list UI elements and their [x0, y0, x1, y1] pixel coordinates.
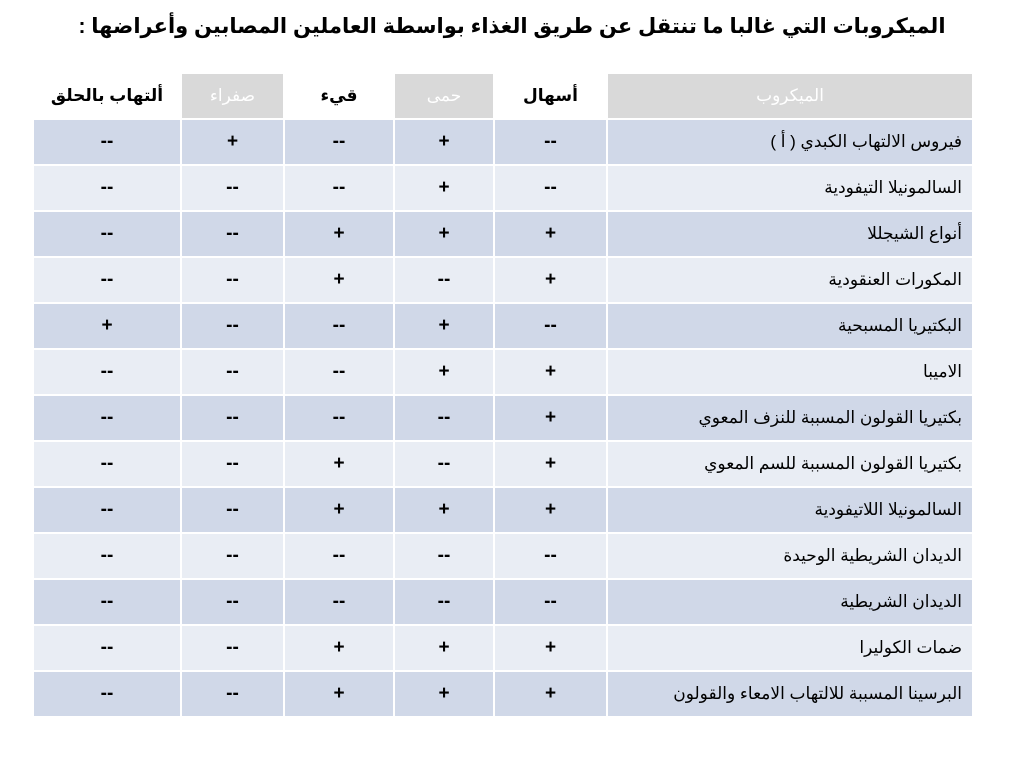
- symptom-cell-diarrhea: +: [495, 258, 606, 302]
- symptom-cell-vomiting: --: [285, 396, 393, 440]
- symptom-cell-fever: --: [395, 580, 493, 624]
- table-row: [34, 350, 972, 394]
- table-header-row: [34, 74, 972, 118]
- table-row: [34, 672, 972, 716]
- symptom-cell-diarrhea: +: [495, 442, 606, 486]
- microbe-name-cell: البكتيريا المسبحية: [608, 304, 972, 348]
- symptom-cell-diarrhea: +: [495, 396, 606, 440]
- header-diarrhea: أسهال: [523, 86, 578, 105]
- symptom-cell-diarrhea: --: [495, 534, 606, 578]
- symptom-cell-vomiting: +: [285, 672, 393, 716]
- symptom-cell-vomiting: +: [285, 626, 393, 670]
- table-row: [34, 212, 972, 256]
- header-microbe: الميكروب: [608, 74, 972, 118]
- symptom-cell-jaundice: --: [182, 396, 283, 440]
- symptom-cell-jaundice: --: [182, 350, 283, 394]
- symptom-cell-sore-throat: --: [34, 166, 180, 210]
- table-row: [34, 258, 972, 302]
- symptom-cell-jaundice: --: [182, 166, 283, 210]
- symptom-cell-fever: +: [395, 350, 493, 394]
- symptom-cell-jaundice: --: [182, 258, 283, 302]
- symptom-cell-jaundice: --: [182, 488, 283, 532]
- symptom-cell-fever: +: [395, 626, 493, 670]
- symptom-cell-fever: --: [395, 442, 493, 486]
- microbe-name-cell: ضمات الكوليرا: [608, 626, 972, 670]
- symptom-cell-vomiting: --: [285, 350, 393, 394]
- microbe-name-cell: البرسينا المسببة للالتهاب الامعاء والقولون: [608, 672, 972, 716]
- symptom-cell-sore-throat: --: [34, 580, 180, 624]
- symptom-cell-jaundice: --: [182, 304, 283, 348]
- symptom-cell-vomiting: +: [285, 258, 393, 302]
- symptoms-table: [32, 72, 974, 718]
- table-row: [34, 488, 972, 532]
- header-jaundice: صفراء: [182, 74, 283, 118]
- microbe-name-cell: الديدان الشريطية الوحيدة: [608, 534, 972, 578]
- symptom-cell-sore-throat: --: [34, 488, 180, 532]
- symptom-cell-fever: +: [395, 304, 493, 348]
- symptom-cell-fever: +: [395, 120, 493, 164]
- microbe-name-cell: السالمونيلا التيفودية: [608, 166, 972, 210]
- header-sore-throat: ألتهاب بالحلق: [50, 86, 164, 105]
- symptom-cell-sore-throat: --: [34, 626, 180, 670]
- table-row: [34, 396, 972, 440]
- symptom-cell-jaundice: --: [182, 442, 283, 486]
- symptom-cell-vomiting: +: [285, 212, 393, 256]
- symptom-cell-diarrhea: --: [495, 304, 606, 348]
- header-fever: حمى: [395, 74, 493, 118]
- symptom-cell-diarrhea: --: [495, 166, 606, 210]
- table-row: [34, 534, 972, 578]
- symptom-cell-sore-throat: --: [34, 672, 180, 716]
- symptom-cell-sore-throat: --: [34, 258, 180, 302]
- header-vomiting: قيء: [320, 86, 358, 105]
- table-row: [34, 580, 972, 624]
- symptom-cell-jaundice: --: [182, 672, 283, 716]
- microbe-name-cell: الديدان الشريطية: [608, 580, 972, 624]
- microbe-name-cell: بكتيريا القولون المسببة للنزف المعوي: [608, 396, 972, 440]
- symptom-cell-diarrhea: +: [495, 488, 606, 532]
- symptom-cell-sore-throat: +: [34, 304, 180, 348]
- table-row: [34, 304, 972, 348]
- symptom-cell-sore-throat: --: [34, 442, 180, 486]
- symptom-cell-vomiting: --: [285, 304, 393, 348]
- symptom-cell-diarrhea: --: [495, 580, 606, 624]
- symptom-cell-fever: --: [395, 258, 493, 302]
- symptom-cell-jaundice: --: [182, 626, 283, 670]
- symptom-cell-diarrhea: +: [495, 212, 606, 256]
- symptom-cell-fever: +: [395, 212, 493, 256]
- symptom-cell-sore-throat: --: [34, 396, 180, 440]
- microbe-name-cell: أنواع الشيجللا: [608, 212, 972, 256]
- symptom-cell-diarrhea: +: [495, 626, 606, 670]
- symptom-cell-diarrhea: --: [495, 120, 606, 164]
- symptom-cell-vomiting: +: [285, 488, 393, 532]
- symptom-cell-fever: +: [395, 488, 493, 532]
- microbe-name-cell: المكورات العنقودية: [608, 258, 972, 302]
- symptom-cell-jaundice: --: [182, 534, 283, 578]
- symptom-cell-sore-throat: --: [34, 534, 180, 578]
- symptom-cell-diarrhea: +: [495, 672, 606, 716]
- table-body: [34, 120, 972, 716]
- symptom-cell-jaundice: +: [182, 120, 283, 164]
- symptom-cell-diarrhea: +: [495, 350, 606, 394]
- symptom-cell-vomiting: --: [285, 166, 393, 210]
- microbe-name-cell: الاميبا: [608, 350, 972, 394]
- symptom-cell-fever: --: [395, 534, 493, 578]
- symptom-cell-vomiting: --: [285, 120, 393, 164]
- microbe-name-cell: بكتيريا القولون المسببة للسم المعوي: [608, 442, 972, 486]
- symptom-cell-jaundice: --: [182, 212, 283, 256]
- symptom-cell-sore-throat: --: [34, 212, 180, 256]
- table-row: [34, 120, 972, 164]
- symptom-cell-fever: +: [395, 166, 493, 210]
- symptom-cell-jaundice: --: [182, 580, 283, 624]
- symptom-cell-fever: --: [395, 396, 493, 440]
- microbe-name-cell: السالمونيلا اللاتيفودية: [608, 488, 972, 532]
- page-title: الميكروبات التي غالبا ما تنتقل عن طريق الغذاء بواسطة العاملين المصابين وأعراضها :: [78, 15, 946, 38]
- symptom-cell-sore-throat: --: [34, 120, 180, 164]
- symptom-cell-vomiting: +: [285, 442, 393, 486]
- symptom-cell-sore-throat: --: [34, 350, 180, 394]
- symptom-cell-vomiting: --: [285, 580, 393, 624]
- symptom-cell-vomiting: --: [285, 534, 393, 578]
- microbe-name-cell: فيروس الالتهاب الكبدي ( أ ): [608, 120, 972, 164]
- table-row: [34, 626, 972, 670]
- table-row: [34, 166, 972, 210]
- symptom-cell-fever: +: [395, 672, 493, 716]
- table-row: [34, 442, 972, 486]
